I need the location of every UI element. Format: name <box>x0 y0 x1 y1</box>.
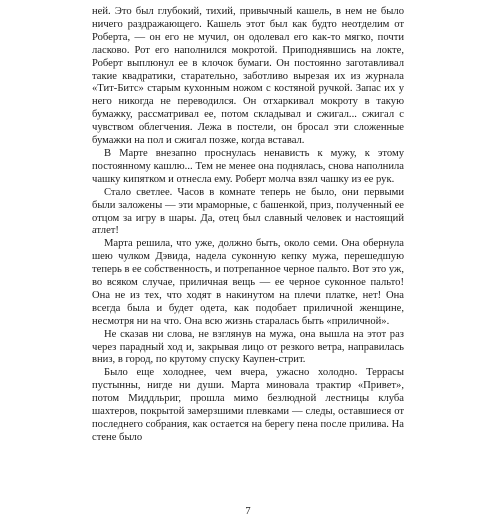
paragraph-5: Не сказав ни слова, не взглянув на мужа, она вышла на этот раз через парадный ход и, закрывая лицо от резкого ветра, направилась вниз, в город, по крутому спуску Каупен-стрит. <box>92 328 404 366</box>
paragraph-1: ней. Это был глубокий, тихий, привычный кашель, в нем не было ничего раздражающего. Кашель этот был как будто неотделим от Роберта, — он его не мучил, он одолевал его как-то мягко, почти ласково. Рот его наполнился мокротой. Приподнявшись на локте, Роберт выплюнул ее в клочок бумаги. Он постоянно заготавливал такие квадратики, старательно, заботливо вырезая их из журнала «Тит-Битс» старым кухонным ножом с костяной ручкой. Запас их у него никогда не переводился. Он отхаркивал мокроту в такую бумажку, рассматривал ее, потом складывал и сжигал... сжигал с чувством облегчения. Лежа в постели, он бросал эти сложенные бумажки на пол и сжигал позже, когда вставал. <box>92 6 404 147</box>
paragraph-3: Стало светлее. Часов в комнате теперь не было, они первыми были заложены — эти мраморные, с башенкой, приз, полученный ее отцом за игру в шары. Да, отец был славный человек и настоящий атлет! <box>92 186 404 237</box>
paragraph-2: В Марте внезапно проснулась ненависть к мужу, к этому постоянному кашлю... Тем не менее она поднялась, снова наполнила чашку кипятком и отнесла ему. Роберт молча взял чашку из ее рук. <box>92 147 404 185</box>
book-page <box>92 6 404 526</box>
page-number: 7 <box>245 506 251 517</box>
body-text <box>92 6 404 445</box>
paragraph-4: Марта решила, что уже, должно быть, около семи. Она обернула шею чулком Дэвида, надела суконную кепку мужа, перешедшую теперь в ее собственность, и потрепанное черное пальто. Вот это уж, во всяком случае, приличная вещь — ее черное суконное пальто! Она не из тех, что ходят в накинутом на плечи платке, нет! Она всегда была и будет одета, как подобает приличной женщине, несмотря ни на что. Она всю жизнь старалась быть «приличной». <box>92 238 404 327</box>
paragraph-6: Было еще холоднее, чем вчера, ужасно холодно. Террасы пустынны, нигде ни души. Марта миновала трактир «Привет», потом Миддльриг, прошла мимо безлюдной лестницы клуба шахтеров, покрытой замерзшими плевками — следы, оставшиеся от последнего собрания, как остается на берегу пена после прилива. На стене было <box>92 367 404 443</box>
